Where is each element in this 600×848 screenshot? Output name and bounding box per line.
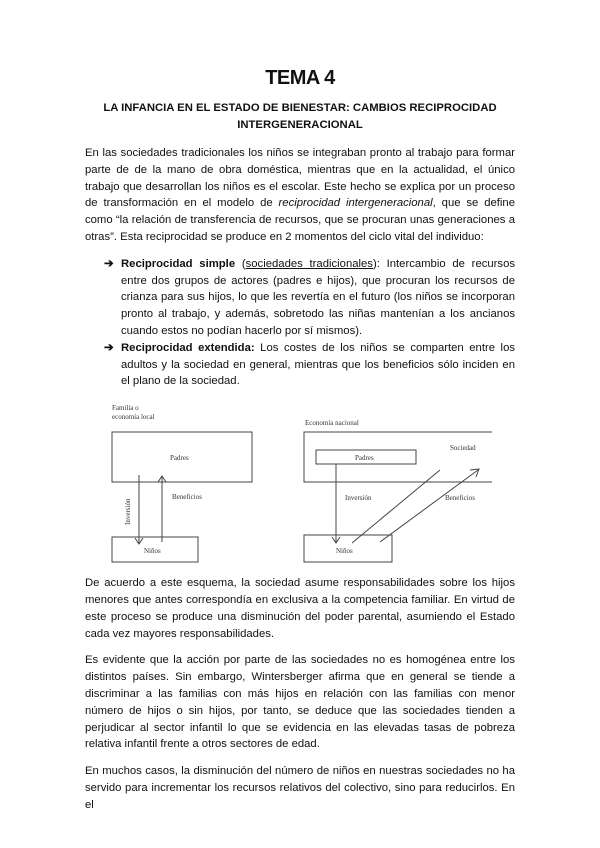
- ninos-label: Niños: [144, 547, 161, 556]
- arrow-icon: ➔: [104, 341, 114, 354]
- section-subtitle: LA INFANCIA EN EL ESTADO DE BIENESTAR: CAMBIOS RECIPROCIDAD INTERGENERACIONAL: [103, 102, 497, 131]
- beneficios-arrow: [380, 470, 478, 542]
- intro-text: En las sociedades tradicionales los niños se integraban pronto al trabajo para formar parte de de la mano de obra doméstica, mientras que en la actualidad, el único trabajo que desarrollan los niños es el escolar. Este hecho se explica por un proceso de transformación en el modelo de: [85, 147, 515, 210]
- left-diagram: [112, 404, 252, 562]
- reciprocity-diagram: [100, 400, 500, 565]
- ninos-label: Niños: [336, 547, 353, 556]
- body-paragraph: De acuerdo a este esquema, la sociedad asume responsabilidades sobre los hijos menores que antes correspondía en exclusiva a la competencia familiar. En virtud de este proceso se produce una disminución del poder parental, asumiendo el Estado cada vez mayores responsabilidades.: [85, 577, 515, 640]
- padres-label: Padres: [355, 454, 374, 463]
- underlined-text: sociedades tradicionales: [245, 257, 373, 270]
- beneficios-label: Beneficios: [445, 494, 475, 503]
- arrow-icon: ➔: [104, 257, 114, 270]
- bullet-item: [104, 256, 515, 340]
- right-heading: Economía nacional: [305, 419, 359, 428]
- bullet-heading: Reciprocidad simple: [121, 257, 236, 270]
- sociedad-box: [304, 432, 492, 482]
- inversion-label: Inversión: [124, 498, 132, 526]
- body-paragraph: En muchos casos, la disminución del número de niños en nuestras sociedades no ha servido para incrementar los recursos relativos del colectivo, sino para reducirlos. En el: [85, 765, 515, 811]
- right-diagram: [304, 419, 492, 562]
- left-heading: Familia o: [112, 404, 139, 413]
- sociedad-label: Sociedad: [450, 444, 476, 453]
- intro-paragraph: [85, 145, 515, 246]
- left-heading: economía local: [112, 413, 155, 422]
- intro-text-end: , que se define como “la relación de transferencia de recursos, que se procuran unas generaciones a otras”. Esta reciprocidad se produce en 2 momentos del ciclo vital del individuo:: [85, 197, 515, 243]
- bullet-list: [104, 256, 515, 390]
- inversion-label: Inversión: [345, 494, 372, 503]
- page-title: TEMA 4: [265, 67, 335, 89]
- padres-label: Padres: [170, 454, 189, 463]
- body-paragraph: Es evidente que la acción por parte de las sociedades no es homogénea entre los distintos países. Sin embargo, Wintersberger afirma que en general se tiende a discriminar a las familias con más hijos en relación con las familias con menor número de hijos o sin hijos, por tanto, se deduce que las sociedades tienden a perjudicar al sector infantil lo que se evidencia en las elevadas tasas de pobreza relativa infantil frente a otros sectores de edad.: [85, 654, 515, 751]
- bullet-text: ): Intercambio de recursos entre dos grupos de actores (padres e hijos), que procuran los recursos de crianza para sus hijos, lo que les revertía en el futuro (los niños se incorporan pronto al trabajo, y además, sobretodo las niñas mantenían a los ancianos cuando estos no podían hacerlo por sí mismos).: [121, 257, 515, 337]
- paren: (: [235, 257, 246, 270]
- bullet-text: Los costes de los niños se comparten entre los adultos y la sociedad en general, mientras que los beneficios sólo inciden en el plano de la sociedad.: [121, 341, 515, 388]
- bullet-heading: Reciprocidad extendida:: [121, 341, 255, 354]
- inversion-arrow: [352, 470, 440, 543]
- beneficios-label: Beneficios: [172, 493, 202, 502]
- intro-italic-term: reciprocidad intergeneracional: [278, 197, 433, 210]
- bullet-item: [104, 340, 515, 390]
